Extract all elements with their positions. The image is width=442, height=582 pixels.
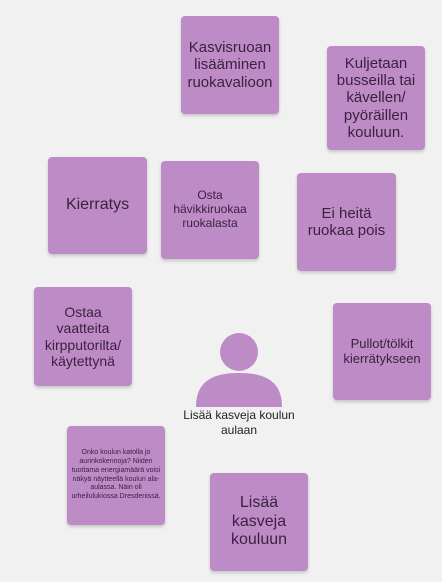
person-icon[interactable] <box>194 333 284 407</box>
sticky-note-ei-heita[interactable] <box>297 173 396 271</box>
avatar-caption: Lisää kasveja koulun aulaan <box>183 408 295 437</box>
note-text: Lisää kasveja kouluun <box>230 494 288 549</box>
note-text: Pullot/tölkit kierrätykseen <box>343 335 421 366</box>
note-text: Osta hävikkiruokaa ruokalasta <box>173 188 247 230</box>
sticky-note-ostaa-vaatteita[interactable] <box>34 287 132 386</box>
note-text: Ostaa vaatteita kirpputorilta/ käytettynä <box>44 304 122 369</box>
sticky-note-pullot[interactable] <box>333 303 431 400</box>
note-text: Onko koulun katolla jo aurinkokennoja? Niiden tuottama energiamäärä voisi näkyä näytteellä koulun ala-aulassa. Näin oli urheilulukiossa Dresdenissä. <box>71 449 161 500</box>
sticky-note-kasvisruoan[interactable] <box>181 16 279 114</box>
note-text: Kuljetaan busseilla tai kävellen/ pyöräillen kouluun. <box>336 54 416 141</box>
sticky-note-aurinkokennot[interactable] <box>67 426 165 525</box>
note-text: Kierratys <box>65 196 130 214</box>
sticky-note-osta-havikkiruokaa[interactable] <box>161 161 259 259</box>
note-text: Kasvisruoan lisääminen ruokavalioon <box>187 39 273 91</box>
sticky-note-lisaa-kasveja[interactable] <box>210 473 308 571</box>
sticky-note-kierratys[interactable] <box>48 157 147 254</box>
note-text: Ei heitä ruokaa pois <box>307 204 386 239</box>
sticky-note-kuljetaan[interactable] <box>327 46 425 150</box>
